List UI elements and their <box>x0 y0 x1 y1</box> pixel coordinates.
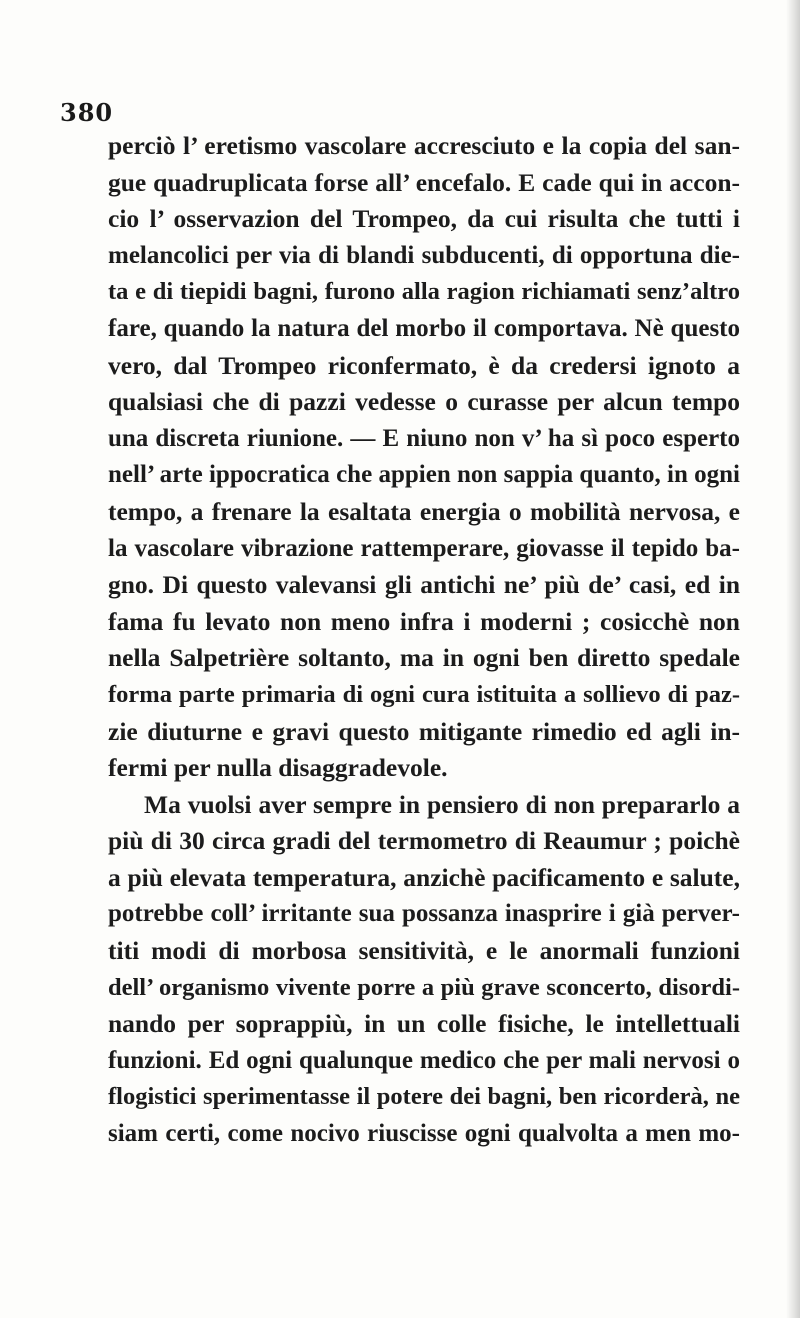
text-line: zie diuturne e gravi questo mitigante rimedio ed agli in- <box>108 716 740 746</box>
text-line: cio l’ osservazion del Trompeo, da cui risulta che tutti i <box>108 204 740 234</box>
text-line: gno. Di questo valevansi gli antichi ne’ più de’ casi, ed in <box>108 570 740 600</box>
text-line: melancolici per via di blandi subducenti, di opportuna die- <box>108 241 740 269</box>
text-line: flogistici sperimentasse il potere dei bagni, ben ricorderà, ne <box>108 1083 740 1111</box>
text-line: tempo, a frenare la esaltata energia o mobilità nervosa, e <box>108 496 740 526</box>
text-line: titi modi di morbosa sensitività, e le anormali funzioni <box>108 936 740 966</box>
text-line: dell’ organismo vivente porre a più grave sconcerto, disordi- <box>108 973 740 1001</box>
text-line: fare, quando la natura del morbo il comportava. Nè questo <box>108 314 740 342</box>
text-line: più di 30 circa gradi del termometro di Reaumur ; poichè <box>108 826 740 856</box>
text-line: gue quadruplicata forse all’ encefalo. E cade qui in accon- <box>108 167 740 197</box>
text-line: perciò l’ eretismo vascolare accresciuto e la copia del san- <box>108 131 740 160</box>
text-line: nando per soprappiù, in un colle fisiche, le intellettuali <box>108 1009 740 1039</box>
text-line: nella Salpetrière soltanto, ma in ogni ben diretto spedale <box>108 643 740 673</box>
paragraph-start-line: Ma vuolsi aver sempre in pensiero di non prepararlo a <box>144 789 740 819</box>
paragraph-end-line: fermi per nulla disaggradevole. <box>108 753 448 783</box>
text-line: fama fu levato non meno infra i moderni ; cosicchè non <box>108 606 740 636</box>
text-line: vero, dal Trompeo riconfermato, è da credersi ignoto a <box>108 350 740 380</box>
body-text <box>108 128 740 1153</box>
text-line: nell’ arte ippocratica che appien non sappia quanto, in ogni <box>108 461 740 489</box>
text-line: a più elevata temperatura, anzichè pacificamento e salute, <box>108 862 740 892</box>
text-line: la vascolare vibrazione rattemperare, giovasse il tepido ba- <box>108 534 740 562</box>
text-line: una discreta riunione. — E niuno non v’ ha sì poco esperto <box>108 424 740 452</box>
text-line: ta e di tiepidi bagni, furono alla ragion richiamati senz’altro <box>108 278 740 306</box>
text-line: potrebbe coll’ irritante sua possanza inasprire i già perver- <box>108 900 740 928</box>
text-line: forma parte primaria di ogni cura istituita a sollievo di paz- <box>108 680 740 708</box>
text-line: funzioni. Ed ogni qualunque medico che per mali nervosi o <box>108 1046 740 1074</box>
page-edge-shadow <box>786 0 800 1318</box>
text-line: qualsiasi che di pazzi vedesse o curasse per alcun tempo <box>108 387 740 417</box>
text-line: siam certi, come nocivo riuscisse ogni qualvolta a men mo- <box>108 1120 740 1148</box>
page-number: 380 <box>60 98 114 127</box>
